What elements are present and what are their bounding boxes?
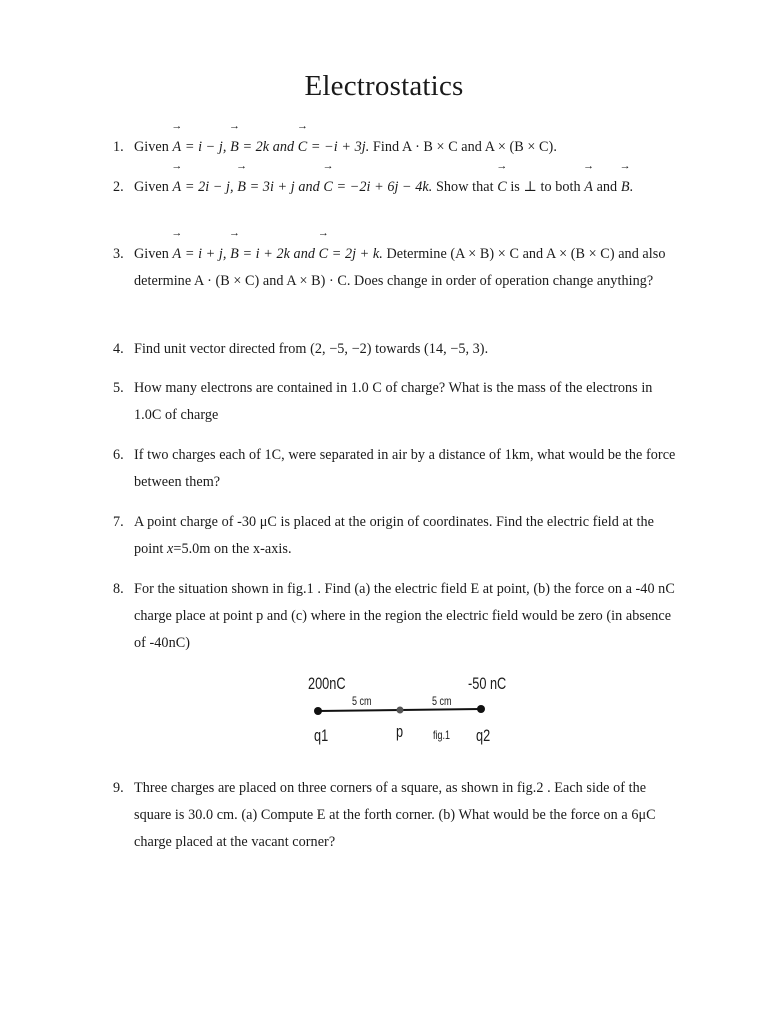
equation: = i + 2k and: [242, 246, 315, 262]
question-2: [113, 174, 680, 201]
equation: = i + j,: [184, 246, 227, 262]
charge-right-label: -50 nC: [468, 674, 507, 693]
text: Given: [134, 179, 169, 195]
vector-a: → A: [173, 134, 182, 161]
question-number: 8.: [113, 581, 124, 597]
text: .: [629, 179, 634, 195]
question-number: 7.: [113, 514, 124, 530]
distance-right-label: 5 cm: [432, 694, 452, 708]
question-3: [113, 241, 680, 295]
vector-c: → C: [298, 134, 308, 161]
question-5: [113, 375, 680, 429]
vector-a: → A: [173, 174, 182, 201]
charge-q1-dot: [314, 707, 322, 715]
text: change anything?: [552, 273, 654, 289]
text: Show that: [435, 179, 494, 195]
question-6: [113, 442, 680, 496]
charge-q2-dot: [477, 705, 485, 713]
question-7: [113, 509, 680, 563]
question-4: [113, 336, 680, 363]
equation: = i − j,: [184, 139, 227, 155]
text: is ⊥ to both: [510, 179, 581, 195]
vector-b: → B: [230, 241, 239, 268]
text: Given: [134, 246, 169, 262]
question-number: 9.: [113, 780, 124, 796]
page-title: Electrostatics: [304, 70, 464, 102]
figure-1: [300, 670, 520, 760]
vector-c: → C: [497, 174, 507, 201]
question-1: [113, 134, 680, 161]
text: =5.0m on the x-axis.: [173, 541, 292, 557]
vector-b: → B: [621, 174, 630, 201]
variable-x: x: [167, 541, 174, 557]
question-9: [113, 775, 680, 856]
question-8: [113, 576, 680, 657]
question-number: 1.: [113, 139, 124, 155]
equation: = 2j + k.: [331, 246, 383, 262]
text: A point charge of -30 μC is placed at the origin of coordinates. Find the electric field at the point: [134, 514, 654, 557]
label-p: p: [396, 722, 404, 741]
equation: = −i + 3j.: [310, 139, 370, 155]
vector-c: → C: [319, 241, 329, 268]
question-text: Three charges are placed on three corners of a square, as shown in fig.2 . Each side of the square is 30.0 cm. (a) Compute E at the forth corner. (b) What would be the force on a 6μC charge placed at the vacant corner?: [134, 780, 656, 850]
question-number: 4.: [113, 341, 124, 357]
question-text: For the situation shown in fig.1 . Find (a) the electric field E at point, (b) the force on a -40 nC charge place at point p and (c) where in the region the electric field would be zero (in absence of -40nC): [134, 581, 675, 651]
question-number: 6.: [113, 447, 124, 463]
label-q1: q1: [314, 726, 329, 745]
label-fig1: fig.1: [433, 728, 451, 742]
text: Determine (A × B) × C and A × (B × C): [386, 246, 615, 262]
equation: = 2i − j,: [184, 179, 234, 195]
equation: = 2k and: [242, 139, 295, 155]
text: and also determine A · (B × C) and A × B) · C. Does change in order of operation: [134, 246, 666, 289]
vector-a: → A: [173, 241, 182, 268]
question-number: 3.: [113, 246, 124, 262]
vector-b: → B: [237, 174, 246, 201]
text: Find A · B × C and A × (B × C).: [372, 139, 557, 155]
vector-c: → C: [323, 174, 333, 201]
text: Given: [134, 139, 169, 155]
label-q2: q2: [476, 726, 491, 745]
vector-b: → B: [230, 134, 239, 161]
equation: = 3i + j and: [249, 179, 320, 195]
question-text: If two charges each of 1C, were separated in air by a distance of 1km, what would be the force between them?: [134, 447, 676, 490]
question-text: Find unit vector directed from (2, −5, −2) towards (14, −5, 3).: [134, 341, 489, 357]
question-text: How many electrons are contained in 1.0 C of charge? What is the mass of the electrons in 1.0C of charge: [134, 380, 653, 423]
charge-left-label: 200nC: [308, 674, 346, 693]
equation: = −2i + 6j − 4k.: [336, 179, 433, 195]
vector-a: → A: [584, 174, 593, 201]
text: and: [596, 179, 618, 195]
point-p-dot: [397, 707, 404, 714]
distance-left-label: 5 cm: [352, 694, 372, 708]
question-number: 2.: [113, 179, 124, 195]
question-number: 5.: [113, 380, 124, 396]
